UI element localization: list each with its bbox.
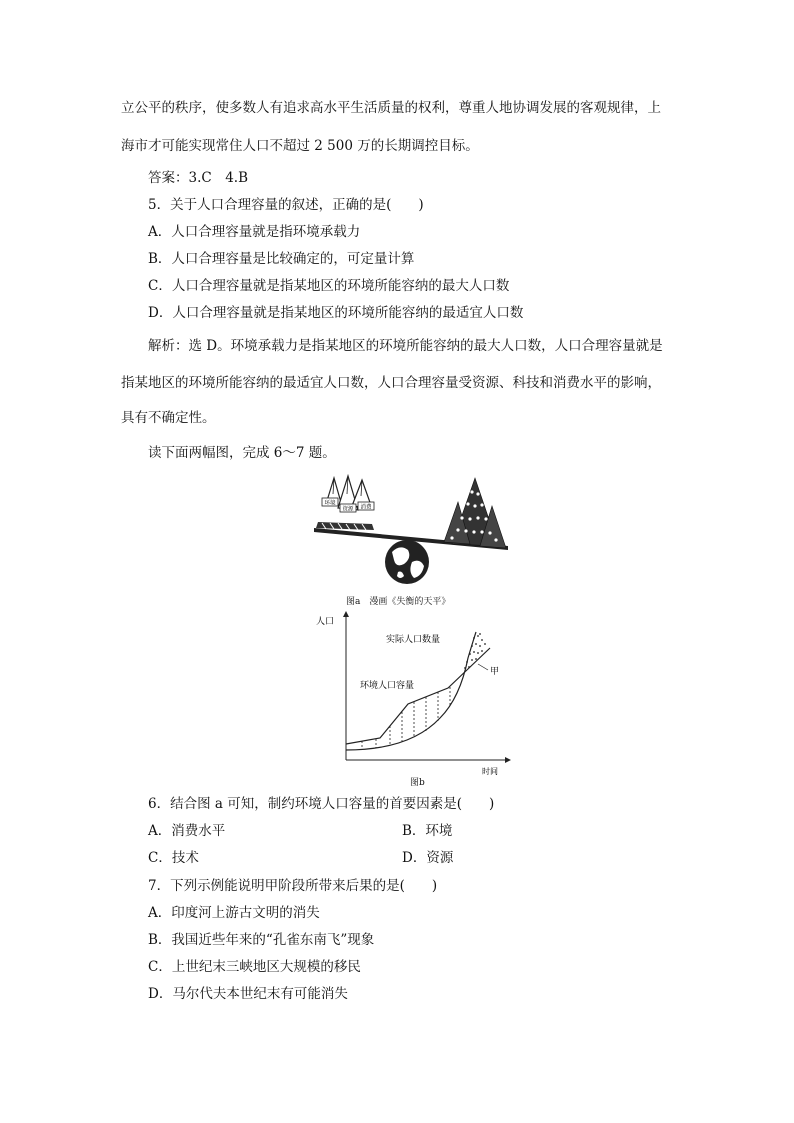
figure-a-cartoon — [312, 472, 512, 587]
label-environment: 环境 — [324, 500, 336, 507]
q7-option-c: C．上世纪末三峡地区大规模的移民 — [148, 959, 361, 975]
label-resource: 资源 — [342, 506, 354, 513]
label-consumption: 消费 — [360, 504, 372, 511]
actual-population-curve — [346, 632, 476, 750]
analysis-line-2: 指某地区的环境所能容纳的最适宜人口数，人口合理容量受资源、科技和消费水平的影响， — [121, 375, 661, 391]
read-prompt: 读下面两幅图，完成 6～7 题。 — [148, 445, 336, 461]
q5-option-c: C．人口合理容量就是指某地区的环境所能容纳的最大人口数 — [148, 278, 510, 294]
figure-b-caption: 图b — [410, 778, 425, 788]
x-axis-label: 时间 — [482, 767, 498, 776]
figure-b-chart — [310, 608, 522, 788]
q5-option-b: B．人口合理容量是比较确定的，可定量计算 — [148, 251, 415, 267]
q7-stem: 7．下列示例能说明甲阶段所带来后果的是( ) — [148, 878, 438, 894]
q5-option-a: A．人口合理容量就是指环境承载力 — [148, 224, 361, 240]
globe-fulcrum — [385, 540, 429, 584]
actual-population-label: 实际人口数量 — [386, 635, 441, 645]
q6-option-a: A．消费水平 — [148, 823, 226, 839]
q5-stem: 5．关于人口合理容量的叙述，正确的是( ) — [148, 197, 424, 213]
q7-option-a: A．印度河上游古文明的消失 — [148, 905, 320, 921]
y-axis-label: 人口 — [316, 617, 335, 627]
intro-line-2: 海市才可能实现常住人口不超过 2 500 万的长期调控目标。 — [121, 138, 479, 154]
analysis-line-3: 具有不确定性。 — [121, 410, 216, 426]
q5-option-d: D．人口合理容量就是指某地区的环境所能容纳的最适宜人口数 — [148, 305, 524, 321]
q7-option-d: D．马尔代夫本世纪末有可能消失 — [148, 986, 348, 1002]
intro-line-1: 立公平的秩序，使多数人有追求高水平生活质量的权利，尊重人地协调发展的客观规律，上 — [121, 100, 661, 116]
q7-option-b: B．我国近些年来的“孔雀东南飞”现象 — [148, 932, 375, 948]
stage-label: 甲 — [490, 667, 500, 677]
stage-pointer — [478, 664, 488, 670]
q6-stem: 6．结合图 a 可知，制约环境人口容量的首要因素是( ) — [148, 796, 495, 812]
q6-option-b: B．环境 — [402, 823, 453, 839]
q6-option-c: C．技术 — [148, 850, 199, 866]
gap-hatching — [362, 687, 450, 749]
answer-line: 答案：3.C 4.B — [148, 170, 249, 186]
figure-a-caption: 图a 漫画《失衡的天平》 — [346, 597, 451, 607]
capacity-label: 环境人口容量 — [360, 681, 415, 691]
analysis-line-1: 解析：选 D。环境承载力是指某地区的环境所能容纳的最大人口数，人口合理容量就是 — [148, 338, 663, 354]
q6-option-d: D．资源 — [402, 850, 454, 866]
